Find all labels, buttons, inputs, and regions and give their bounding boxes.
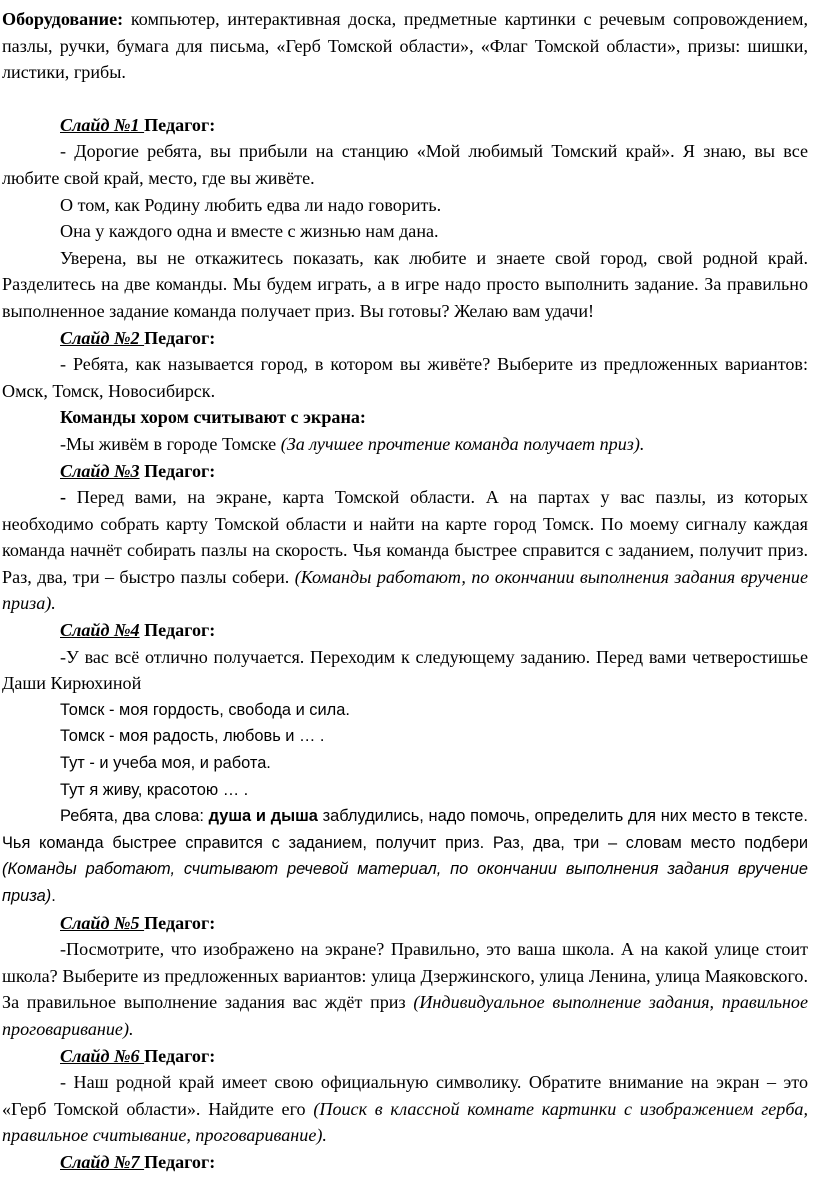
slide5-heading <box>2 910 808 937</box>
slide2-teacher-label: Педагог: <box>144 327 216 348</box>
slide1-teacher-label: Педагог: <box>144 114 216 135</box>
equipment-text: компьютер, интерактивная доска, предметные картинки с речевым сопровождением, пазлы, ручки, бумага для письма, «Герб Томской области», «Флаг Томской области», призы: шишки, листики, грибы. <box>2 9 808 83</box>
slide6-text: - Наш родной край имеет свою официальную символику. Обратите внимание на экран – это «Герб Томской области». Найдите его <box>2 1072 808 1119</box>
slide3-heading <box>2 458 808 485</box>
slide2-title: Слайд №2 <box>60 327 145 348</box>
slide1-paragraph-1: - Дорогие ребята, вы прибыли на станцию «Мой любимый Томский край». Я знаю, вы все любите свой край, место, где вы живёте. <box>2 141 808 188</box>
slide3-text: Перед вами, на экране, карта Томской области. А на партах у вас пазлы, из которых необходимо собрать карту Томской области и найти на карте город Томск. По моему сигналу каждая команда начнёт собирать пазлы на скорость. Чья команда быстрее справится с заданием, получит приз. Раз, два, три – быстро пазлы собери. <box>2 487 808 587</box>
slide4-note: (Команды работают, считывают речевой материал, по окончании выполнения задания вручение приза) <box>2 860 808 905</box>
slide3-dash: - <box>60 487 67 508</box>
slide4-task-start: Ребята, два слова: <box>60 807 209 826</box>
slide5-teacher-label: Педагог: <box>144 912 216 933</box>
slide7-title: Слайд №7 <box>60 1151 145 1172</box>
slide4-note-end: . <box>51 887 56 905</box>
slide3-teacher-label: Педагог: <box>144 460 216 481</box>
slide1-title: Слайд №1 <box>60 114 145 135</box>
slide4-task <box>2 803 808 909</box>
slide3-note: (Команды работают, по окончании выполнения задания вручение приза). <box>2 566 808 614</box>
slide2-paragraph-1: - Ребята, как называется город, в котором вы живёте? Выберите из предложенных вариантов: Омск, Томск, Новосибирск. <box>2 354 808 401</box>
slide4-title: Слайд №4 <box>60 620 140 641</box>
slide2-chorus: Команды хором считывают с экрана: <box>60 407 366 428</box>
slide3-paragraph-1 <box>2 484 808 617</box>
slide6-heading <box>2 1043 808 1070</box>
slide2-heading <box>2 325 808 352</box>
slide1-paragraph-2: О том, как Родину любить едва ли надо говорить. <box>60 194 442 215</box>
slide4-task-words: душа и дыша <box>208 807 318 826</box>
slide4-task-end: заблудились, надо помочь, определить для них место в тексте. Чья команда быстрее справится с заданием, получит приз. Раз, два, три – словам место подбери <box>2 807 808 852</box>
slide7-heading <box>2 1149 808 1176</box>
slide6-paragraph-1 <box>2 1069 808 1149</box>
slide4-heading <box>2 617 808 644</box>
slide2-answer-text: -Мы живём в городе Томске <box>60 433 281 454</box>
slide1-paragraph-4: Уверена, вы не откажитесь показать, как любите и знаете свой город, свой родной край. Разделитесь на две команды. Мы будем играть, а в игре надо просто выполнить задание. За правильно выполненное задание команда получает приз. Вы готовы? Желаю вам удачи! <box>2 247 808 321</box>
slide5-paragraph-1 <box>2 936 808 1042</box>
poem-line-1: Томск - моя гордость, свобода и сила. <box>60 700 350 719</box>
slide1-paragraph-3: Она у каждого одна и вместе с жизнью нам дана. <box>60 221 439 242</box>
equipment-label: Оборудование: <box>2 9 124 29</box>
slide2-answer <box>2 431 808 458</box>
slide5-note: (Индивидуальное выполнение задания, правильное проговаривание). <box>2 992 809 1039</box>
slide6-title: Слайд №6 <box>60 1045 145 1066</box>
slide4-paragraph-1: -У вас всё отлично получается. Переходим к следующему заданию. Перед вами четверостишье Даши Кирюхиной <box>2 646 808 694</box>
equipment-paragraph <box>2 6 808 86</box>
slide6-note: (Поиск в классной комнате картинки с изображением герба, правильное считывание, проговаривание). <box>2 1098 809 1146</box>
slide3-title: Слайд №3 <box>60 460 140 481</box>
slide5-text: -Посмотрите, что изображено на экране? Правильно, это ваша школа. А на какой улице стоит школа? Выберите из предложенных вариантов: улица Дзержинского, улица Ленина, улица Маяковского. За правильное выполнение задания вас ждёт приз <box>2 939 808 1013</box>
poem-line-2: Томск - моя радость, любовь и … . <box>60 727 325 746</box>
slide7-teacher-label: Педагог: <box>144 1151 216 1172</box>
slide5-title: Слайд №5 <box>60 912 145 933</box>
slide1-heading <box>2 112 808 139</box>
slide4-teacher-label: Педагог: <box>144 620 216 641</box>
slide2-answer-note: (За лучшее прочтение команда получает приз). <box>280 433 645 454</box>
poem-line-4: Тут я живу, красотою … . <box>60 780 249 799</box>
poem-line-3: Тут - и учеба моя, и работа. <box>60 754 271 773</box>
slide6-teacher-label: Педагог: <box>144 1045 216 1066</box>
